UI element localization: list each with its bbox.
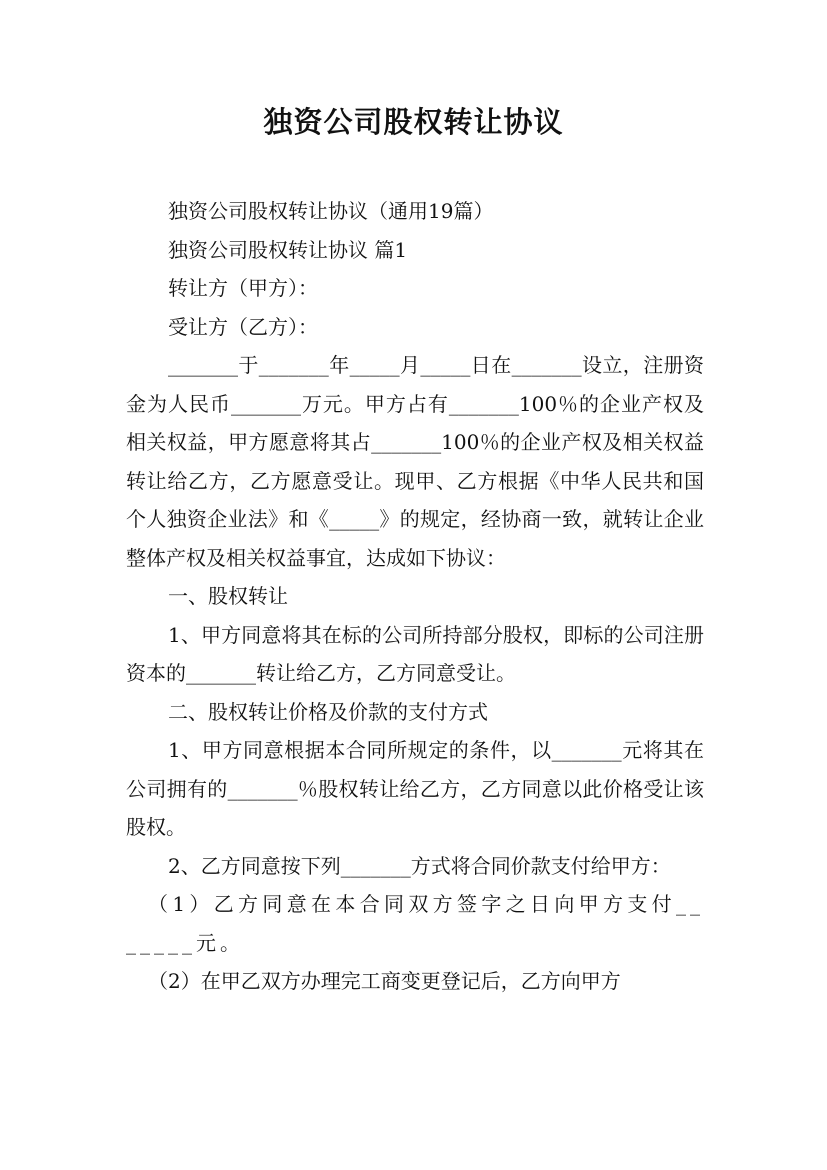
paragraph-clause-heading-2: 二、股权转让价格及价款的支付方式	[168, 699, 488, 724]
paragraph-clause-1-1: 1、甲方同意将其在标的公司所持部分股权，即标的公司注册资本的_______转让给乙方，乙方同意受让。	[126, 622, 704, 685]
paragraph-transferor: 转让方（甲方）：	[168, 276, 318, 300]
paragraph-clause-heading-1: 一、股权转让	[168, 584, 288, 608]
paragraph-transferee: 受让方（乙方）：	[168, 314, 318, 339]
document-body	[126, 192, 704, 1001]
paragraph-clause-2-1: 1、甲方同意根据本合同所规定的条件，以_______元将其在公司拥有的_______％股权转让给乙方，乙方同意以此价格受让该股权。	[126, 738, 704, 839]
paragraph-clause-2-2: 2、乙方同意按下列_______方式将合同价款支付给甲方：	[168, 853, 671, 878]
paragraph-subtitle: 独资公司股权转让协议（通用19篇）	[168, 199, 494, 223]
paragraph-preamble: _______于_______年_____月_____日在_______设立，注册资金为人民币_______万元。甲方占有_______100％的企业产权及相关权益，甲方愿意将其占_______100％的企业产权及相关权益转让给乙方，乙方愿意受让。现甲、乙方根据《中华人民共和国个人独资企业法》和《_____》的规定，经协商一致，就转让企业整体产权及相关权益事宜，达成如下协议：	[126, 353, 704, 570]
document-title: 独资公司股权转让协议	[263, 105, 564, 139]
paragraph-section-heading: 独资公司股权转让协议 篇1	[168, 237, 408, 262]
paragraph-clause-2-2-1: （1）乙方同意在本合同双方签字之日向甲方支付_______元。	[126, 892, 704, 955]
paragraph-clause-2-2-2: （2）在甲乙双方办理完工商变更登记后，乙方向甲方	[148, 969, 621, 993]
